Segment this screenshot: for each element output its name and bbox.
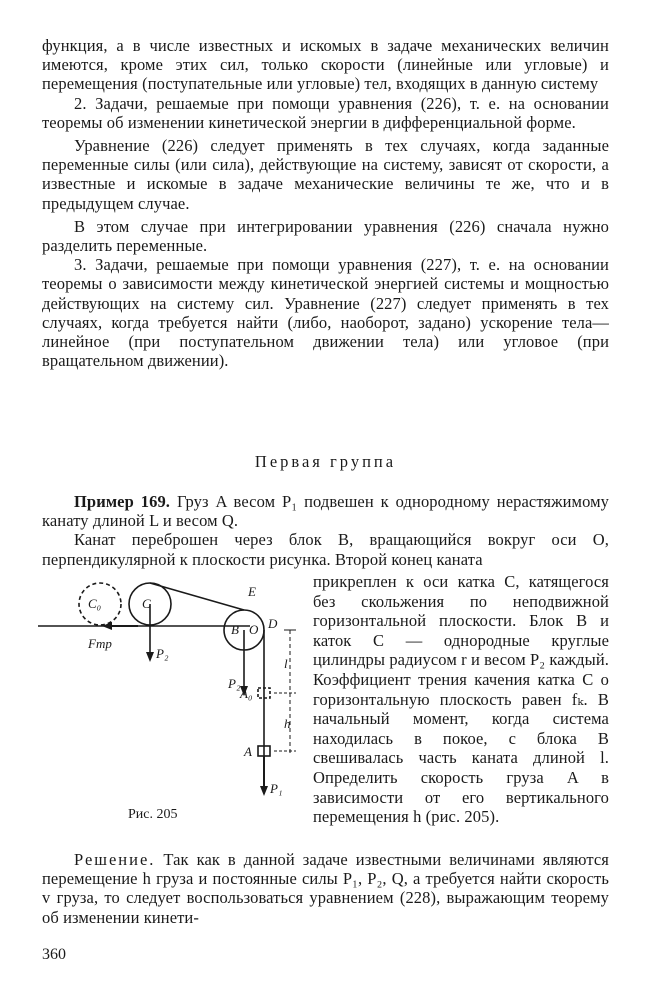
paragraph-3: Уравнение (226) следует применять в тех случаях, когда заданные переменные силы (или сила), действующие на систему, зависят от скорости, а известные и искомые в задаче механические величины те же, что и в предыдущем случае. [42,136,609,213]
label-h: h [284,716,291,731]
solution-text: Так как в данной задаче известными величинами являются перемещение h груза и постоянные силы P₁, P₂, Q, а требуется найти скорость v груза, то следует воспользоваться уравнением (228), выражающим теорему об изменении кинети- [42,850,609,927]
paragraph-2: 2. Задачи, решаемые при помощи уравнения (226), т. е. на основании теоремы об изменении кинетической энергии в дифференциальной форме. [42,93,609,132]
paragraph-5: 3. Задачи, решаемые при помощи уравнения (227), т. е. на основании теоремы о зависимости между кинетической энергией системы и мощностью действующих на систему сил. Уравнение (227) следует применять в тех случаях, когда требуется найти (либо, наоборот, задано) ускорение тела—линейное (при поступательном движении тела) или угловое (при вращательном движении). [42,255,609,371]
rope-top [150,583,244,610]
figure-205 [38,578,308,828]
paragraph-4: В этом случае при интегрировании уравнения (226) сначала нужно разделить переменные. [42,216,609,256]
paragraph-6: Канат переброшен через блок B, вращающийся вокруг оси O, перпендикулярной к плоскости рисунка. Второй конец каната [42,530,609,569]
label-c0: C₀ [88,596,102,611]
label-c: C [142,596,151,611]
label-p1: P₁ [270,781,283,796]
label-o: O [249,622,259,637]
page-number: 360 [42,946,66,963]
text-block-top [42,36,609,370]
label-ftr: Fтр [88,636,112,651]
label-a: A [244,744,252,759]
label-d: D [268,616,278,631]
solution-block [42,850,609,927]
label-l: l [284,656,288,671]
example-text: Груз A весом P₁ подвешен к однородному нерастяжимому канату длиной L и весом Q. [42,492,610,531]
paragraph-7: прикреплен к оси катка C, катящегося без скольжения по неподвижной горизонтальной плоскости. Блок B и каток C — однородные круглые цилиндры радиусом r и весом P₂ каждый. Коэффициент трения качения катка C о горизонтальную плоскость равен fₖ. В начальный момент, когда система находилась в покое, с блока B свешивалась часть каната длиной l. Определить скорость груза A в зависимости от его вертикального перемещения h (рис. 205). [313,572,609,827]
label-b: B [231,622,239,637]
label-e: E [248,584,256,599]
figure-caption: Рис. 205 [128,807,178,822]
paragraph-1: функция, а в числе известных и искомых в задаче механических величин имеются, кроме этих сил, только скорости (линейные или угловые) и перемещения (поступательные или угловые) тел, входящих в данную систему [42,36,609,94]
example-label: Пример 169. [74,492,171,511]
wrapped-text-block [313,572,609,827]
section-heading: Первая группа [254,452,397,471]
label-p2-b: P₂ [228,676,241,691]
label-p2-c: P₂ [156,646,169,661]
label-a0: A₀ [240,686,253,701]
solution-label: Решение. [74,850,156,869]
example-block [42,492,609,569]
